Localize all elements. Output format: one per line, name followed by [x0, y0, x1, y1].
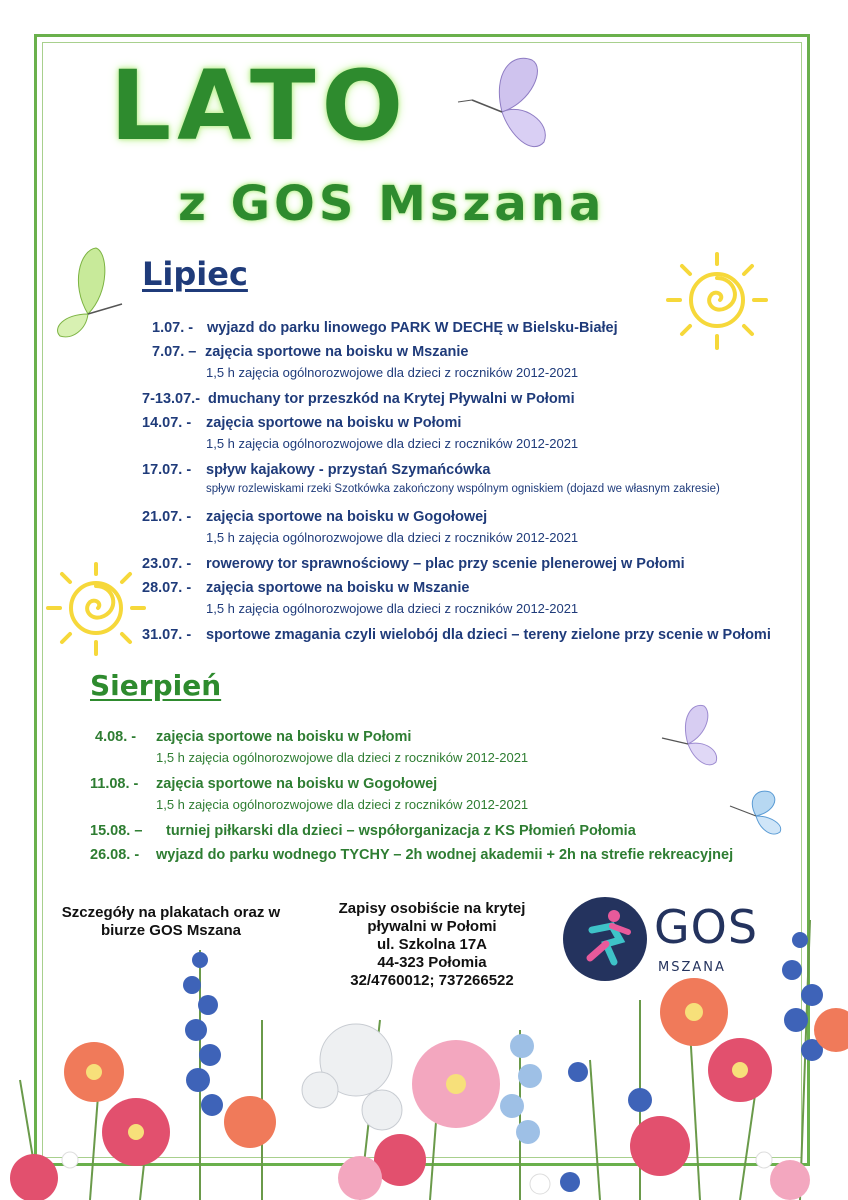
butterfly-purple-icon: [452, 52, 556, 156]
event-title: wyjazd do parku linowego PARK W DECHĘ w Bielsku-Białej: [207, 320, 618, 336]
event-date: 1.07. -: [152, 320, 194, 336]
event-title: zajęcia sportowe na boisku w Połomi: [156, 729, 412, 745]
event-date: 21.07. -: [142, 509, 192, 525]
section-heading-august: Sierpień: [90, 669, 222, 702]
event-title: sportowe zmagania czyli wielobój dla dzieci – tereny zielone przy scenie w Połomi: [206, 627, 771, 643]
section-heading-july: Lipiec: [142, 255, 248, 293]
poster-title: LATO: [110, 50, 410, 162]
event-row: [142, 556, 685, 572]
event-row: [142, 627, 771, 643]
event-description: 1,5 h zajęcia ogólnorozwojowe dla dzieci z roczników 2012-2021: [206, 601, 579, 616]
logo-wordmark: GOS: [654, 900, 759, 954]
flower-meadow-illustration: [0, 860, 848, 1200]
poster-subtitle: z GOS Mszana: [178, 176, 606, 232]
event-row: [90, 776, 438, 792]
event-description: 1,5 h zajęcia ogólnorozwojowe dla dzieci z roczników 2012-2021: [156, 750, 529, 765]
event-title: zajęcia sportowe na boisku w Gogołowej: [156, 776, 438, 792]
signup-line: 44-323 Połomia: [377, 954, 487, 971]
butterfly-blue-icon: [726, 786, 790, 838]
event-title: zajęcia sportowe na boisku w Połomi: [206, 415, 462, 431]
signup-line: ul. Szkolna 17A: [376, 936, 488, 953]
signup-line: pływalni w Połomi: [367, 918, 497, 935]
event-title: zajęcia sportowe na boisku w Gogołowej: [206, 509, 488, 525]
event-row: [142, 509, 488, 525]
event-date: 15.08. –: [90, 823, 143, 839]
event-date: 4.08. -: [95, 729, 137, 745]
event-row: [95, 729, 412, 745]
event-description: 1,5 h zajęcia ogólnorozwojowe dla dzieci z roczników 2012-2021: [156, 797, 529, 812]
logo-subtitle: MSZANA: [658, 960, 726, 975]
event-date: 23.07. -: [142, 556, 192, 572]
butterfly-green-icon: [50, 244, 130, 340]
event-date: 17.07. -: [142, 462, 192, 478]
sun-icon: [660, 248, 774, 354]
details-line: biurze GOS Mszana: [100, 922, 242, 939]
signup-line: Zapisy osobiście na krytej: [338, 900, 526, 917]
event-row: [152, 344, 469, 360]
event-row: [90, 823, 636, 839]
event-date: 26.08. -: [90, 847, 140, 863]
event-description: spływ rozlewiskami rzeki Szotkówka zakończony wspólnym ogniskiem (dojazd we własnym zakresie): [206, 483, 720, 495]
signup-line: 32/4760012; 737266522: [350, 972, 514, 989]
event-title: turniej piłkarski dla dzieci – współorganizacja z KS Płomień Połomia: [166, 823, 636, 839]
event-row: [142, 415, 462, 431]
event-title: dmuchany tor przeszkód na Krytej Pływalni w Połomi: [208, 391, 575, 407]
event-date: 11.08. -: [90, 776, 139, 792]
sun-icon: [40, 560, 152, 660]
event-date: 31.07. -: [142, 627, 192, 643]
event-description: 1,5 h zajęcia ogólnorozwojowe dla dzieci z roczników 2012-2021: [206, 436, 579, 451]
event-description: 1,5 h zajęcia ogólnorozwojowe dla dzieci z roczników 2012-2021: [206, 530, 579, 545]
event-date: 7-13.07.-: [142, 391, 201, 407]
butterfly-lavender-icon: [658, 700, 724, 770]
event-date: 14.07. -: [142, 415, 192, 431]
event-row: [142, 580, 470, 596]
event-row: [152, 320, 618, 336]
event-row: [142, 462, 491, 478]
event-description: 1,5 h zajęcia ogólnorozwojowe dla dzieci z roczników 2012-2021: [206, 365, 579, 380]
event-title: spływ kajakowy - przystań Szymańcówka: [206, 462, 491, 478]
event-date: 7.07. –: [152, 344, 197, 360]
details-line: Szczegóły na plakatach oraz w: [61, 904, 281, 921]
event-row: [142, 391, 575, 407]
event-title: zajęcia sportowe na boisku w Mszanie: [205, 344, 469, 360]
event-title: rowerowy tor sprawnościowy – plac przy scenie plenerowej w Połomi: [206, 556, 685, 572]
event-date: 28.07. -: [142, 580, 192, 596]
event-title: wyjazd do parku wodnego TYCHY – 2h wodnej akademii + 2h na strefie rekreacyjnej: [156, 847, 734, 863]
event-title: zajęcia sportowe na boisku w Mszanie: [206, 580, 470, 596]
